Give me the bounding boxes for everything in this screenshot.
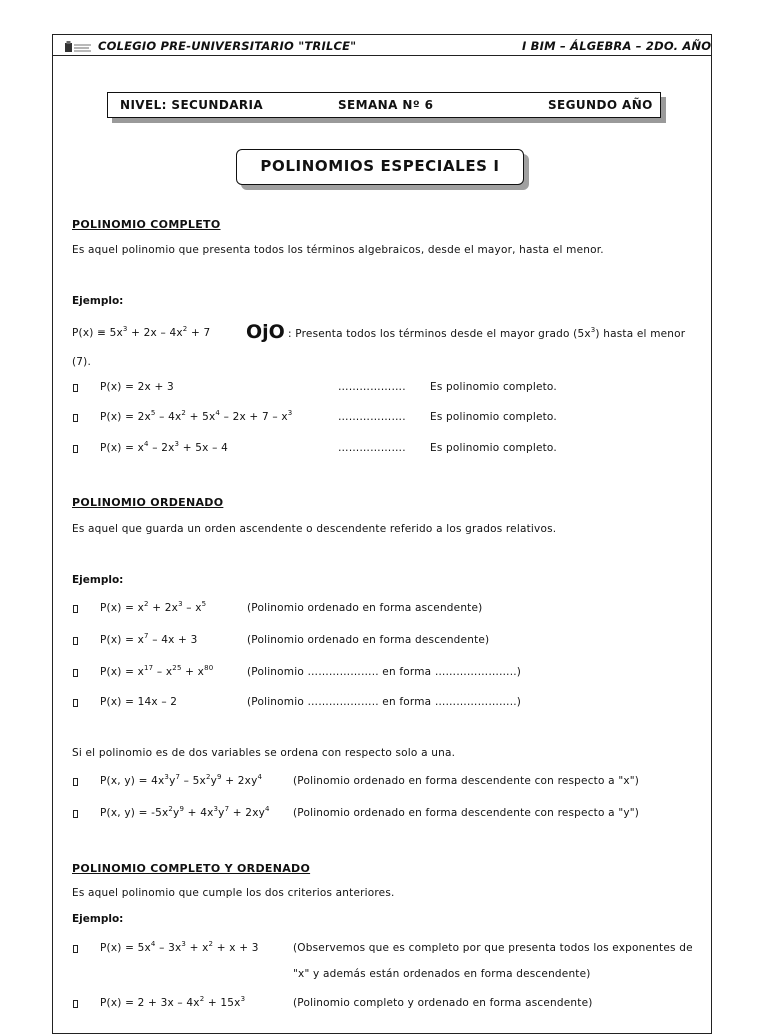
bullet-icon	[73, 637, 78, 645]
var-row-2-expr: P(x, $y) = -5x^2y^9 + 4x^3y^7 + 2xy^4$	[100, 805, 270, 819]
bullet-icon	[73, 810, 78, 818]
var-row-2-note: (Polinomio ordenado en forma descendente con respecto a "y")	[293, 807, 640, 819]
page-title: POLINOMIOS ESPECIALES I	[236, 149, 524, 185]
bullet-icon	[73, 778, 78, 786]
ordenado-row-3-expr: $P(x) = x^{17} - x^{25} + x^{80}$	[100, 664, 214, 678]
ordenado-row-1-note: (Polinomio ordenado en forma ascendente)	[247, 602, 483, 614]
completo-main-example: $P(x) \equiv 5x^3 + 2x - 4x^2 + 7$	[72, 325, 211, 339]
var-row-1-note: (Polinomio ordenado en forma descendente con respecto a "x")	[293, 775, 640, 787]
school-name: COLEGIO PRE-UNIVERSITARIO "TRILCE"	[98, 39, 357, 53]
section-heading-completo-ordenado: POLINOMIO COMPLETO Y ORDENADO	[72, 862, 311, 875]
ordenado-row-2-expr: $P(x) = x^7 - 4x + 3$	[100, 632, 198, 646]
completo-row-2-dots: ……………….	[338, 411, 406, 423]
bullet-icon	[73, 669, 78, 677]
ordenado-row-4-note: (Polinomio ……………….. en forma …………………..)	[247, 696, 522, 708]
section-heading-completo: POLINOMIO COMPLETO	[72, 218, 221, 231]
bullet-icon	[73, 414, 78, 422]
ordenado-example-label: Ejemplo:	[72, 574, 124, 586]
completo-row-1-dots: ……………….	[338, 381, 406, 393]
nivel-label: NIVEL: SECUNDARIA	[120, 98, 264, 112]
semana-label: SEMANA Nº 6	[338, 98, 434, 112]
co-row-2-note: (Polinomio completo y ordenado en forma ascendente)	[293, 997, 593, 1009]
ojo-note: : Presenta todos los términos desde el mayor grado $(5x^3)$ hasta el menor	[288, 326, 686, 340]
bullet-icon	[73, 605, 78, 613]
bullet-icon	[73, 699, 78, 707]
bullet-icon	[73, 384, 78, 392]
school-logo-icon	[64, 40, 92, 54]
completo-example-label: Ejemplo:	[72, 295, 124, 307]
completo-row-2-result: Es polinomio completo.	[430, 411, 557, 423]
completo-ordenado-definition: Es aquel polinomio que cumple los dos criterios anteriores.	[72, 887, 395, 899]
completo-ordenado-example-label: Ejemplo:	[72, 913, 124, 925]
section-heading-ordenado: POLINOMIO ORDENADO	[72, 496, 224, 509]
completo-definition: Es aquel polinomio que presenta todos los términos algebraicos, desde el mayor, hasta el menor.	[72, 244, 604, 256]
completo-row-3-result: Es polinomio completo.	[430, 442, 557, 454]
co-row-1-note-continuation: "x" y además están ordenados en forma descendente)	[293, 968, 591, 980]
completo-row-1-expr: P(x) = 2x + 3	[100, 381, 174, 393]
completo-row-2-expr: $P(x) = 2x^5 - 4x^2 + 5x^4 - 2x + 7 - x^3$	[100, 409, 293, 423]
bullet-icon	[73, 1000, 78, 1008]
completo-row-1-result: Es polinomio completo.	[430, 381, 557, 393]
info-box	[107, 92, 661, 118]
bullet-icon	[73, 945, 78, 953]
ojo-label: OjO	[246, 321, 285, 343]
co-row-1-note: (Observemos que es completo por que presenta todos los exponentes de	[293, 942, 693, 954]
var-row-1-expr: P(x, $y) = 4x^3y^7 - 5x^2y^9 + 2xy^4$	[100, 773, 263, 787]
course-label: I BIM – ÁLGEBRA – 2DO. AÑO	[522, 39, 712, 53]
ordenado-row-4-expr: P(x) = 14x – 2	[100, 696, 178, 708]
two-variables-note: Si el polinomio es de dos variables se ordena con respecto solo a una.	[72, 747, 456, 759]
co-row-2-expr: $P(x) = 2 + 3x - 4x^2 + 15x^3$	[100, 995, 246, 1009]
ordenado-row-1-expr: $P(x) = x^2 + 2x^3 - x^5$	[100, 600, 207, 614]
ordenado-row-3-note: (Polinomio ……………….. en forma …………………..)	[247, 666, 522, 678]
bullet-icon	[73, 445, 78, 453]
header-divider	[52, 55, 712, 56]
ordenado-definition: Es aquel que guarda un orden ascendente o descendente referido a los grados relativos.	[72, 523, 557, 535]
ordenado-row-2-note: (Polinomio ordenado en forma descendente)	[247, 634, 490, 646]
grado-label: SEGUNDO AÑO	[548, 98, 653, 112]
completo-row-3-dots: ……………….	[338, 442, 406, 454]
completo-row-3-expr: $P(x) = x^4 - 2x^3 + 5x - 4$	[100, 440, 228, 454]
ojo-note-continuation: (7).	[72, 356, 92, 368]
co-row-1-expr: $P(x) = 5x^4 - 3x^3 + x^2 + x + 3$	[100, 940, 259, 954]
